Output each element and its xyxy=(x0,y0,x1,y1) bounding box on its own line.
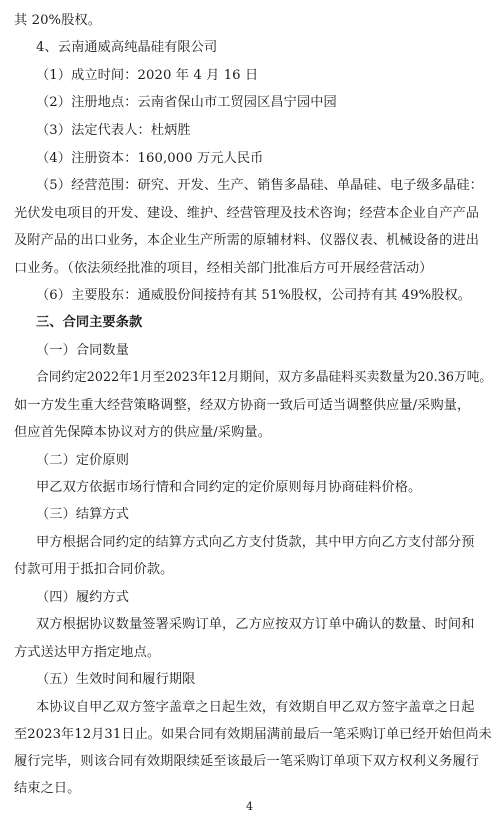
page-number: 4 xyxy=(246,800,254,813)
paragraph-effective-line-4: 结束之日。 xyxy=(14,781,81,796)
paragraph-settlement-line-1: 甲方根据合同约定的结算方式向乙方支付货款，其中甲方向乙方支付部分预 xyxy=(36,535,475,550)
item-business-scope-cont-3: 口业务。（依法须经批准的项目，经相关部门批准后方可开展经营活动） xyxy=(14,261,433,276)
item-major-shareholder: （6）主要股东：通威股份间接持有其 51%股权，公司持有其 49%股权。 xyxy=(36,288,472,303)
section-heading-company: 4、云南通威高纯晶硅有限公司 xyxy=(36,40,218,55)
subheading-settlement-method: （三）结算方式 xyxy=(36,507,130,522)
subheading-effective-term: （五）生效时间和履行期限 xyxy=(36,672,196,687)
item-registered-address: （2）注册地点：云南省保山市工贸园区昌宁园中园 xyxy=(36,95,337,110)
paragraph-effective-line-2: 至2023年12月31日止。如果合同有效期届满前最后一笔采购订单已经开始但尚未 xyxy=(14,727,492,742)
paragraph-quantity-line-2: 如一方发生重大经营策略调整，经双方协商一致后可适当调整供应量/采购量， xyxy=(14,398,471,413)
paragraph-performance-line-1: 双方根据协议数量签署采购订单，乙方应按双方订单中确认的数量、时间和 xyxy=(36,617,475,632)
paragraph-settlement-line-2: 付款可用于抵扣合同价款。 xyxy=(14,562,174,577)
paragraph-performance-line-2: 方式送达甲方指定地点。 xyxy=(14,645,161,660)
item-legal-representative: （3）法定代表人：杜炳胜 xyxy=(36,123,191,138)
text-line-continuation: 其 20%股权。 xyxy=(14,13,102,28)
item-business-scope-cont-2: 及附产品的出口业务，本企业生产所需的原辅材料、仪器仪表、机械设备的进出 xyxy=(14,233,480,248)
paragraph-pricing-line-1: 甲乙双方依据市场行情和合同约定的定价原则每月协商硅料价格。 xyxy=(36,480,422,495)
subheading-contract-quantity: （一）合同数量 xyxy=(36,343,130,358)
subheading-pricing-principle: （二）定价原则 xyxy=(36,453,130,468)
paragraph-quantity-line-1: 合同约定2022年1月至2023年12月期间，双方多晶硅料买卖数量为20.36万吨。 xyxy=(36,370,493,385)
item-registered-capital: （4）注册资本：160,000 万元人民币 xyxy=(36,151,264,166)
section-heading-contract-terms: 三、合同主要条款 xyxy=(36,315,143,330)
item-established-date: （1）成立时间：2020 年 4 月 16 日 xyxy=(36,68,259,83)
item-business-scope-cont-1: 光伏发电项目的开发、建设、维护、经营管理及技术咨询；经营本企业自产产品 xyxy=(14,206,480,221)
paragraph-effective-line-3: 履行完毕，则该合同有效期限续延至该最后一笔采购订单项下双方权利义务履行 xyxy=(14,754,480,769)
subheading-performance-method: （四）履约方式 xyxy=(36,590,130,605)
paragraph-quantity-line-3: 但应首先保障本协议对方的供应量/采购量。 xyxy=(14,425,272,440)
item-business-scope: （5）经营范围：研究、开发、生产、销售多晶硅、单晶硅、电子级多晶硅： xyxy=(36,178,483,193)
paragraph-effective-line-1: 本协议自甲乙双方签字盖章之日起生效，有效期自甲乙双方签字盖章之日起 xyxy=(36,700,475,715)
